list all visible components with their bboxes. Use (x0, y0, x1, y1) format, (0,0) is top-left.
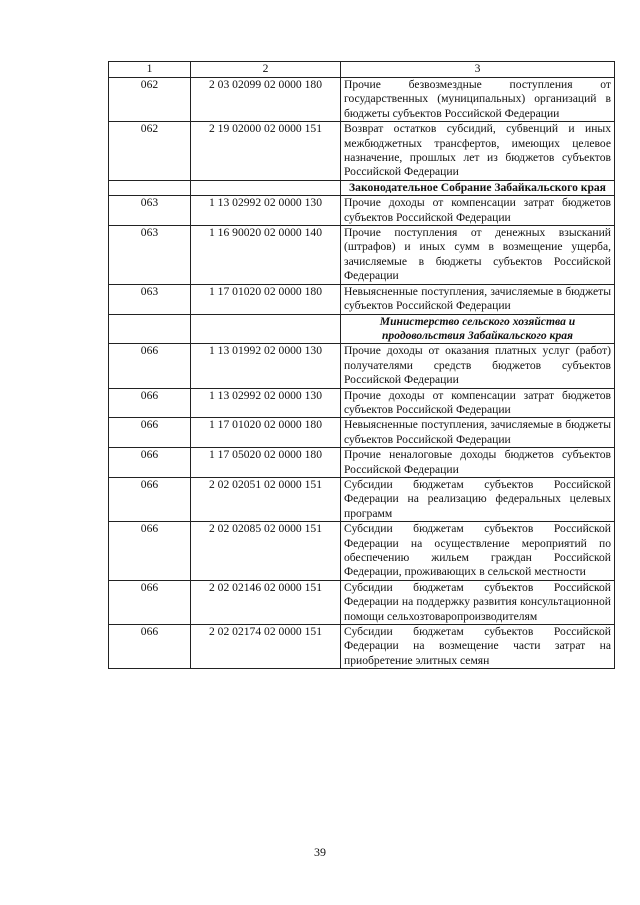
admin-code-cell: 063 (109, 226, 191, 285)
budget-classification-code-cell: 2 19 02000 02 0000 151 (191, 122, 341, 181)
section-header-row (109, 180, 615, 195)
revenue-description-cell: Субсидии бюджетам субъектов Российской Федерации на возмещение части затрат на приобретение элитных семян (341, 625, 615, 669)
table-row (109, 284, 615, 314)
table-row (109, 122, 615, 181)
admin-code-cell: 066 (109, 448, 191, 478)
section-title: Законодательное Собрание Забайкальского края (341, 180, 615, 195)
table-row (109, 522, 615, 581)
revenue-description-cell: Субсидии бюджетам субъектов Российской Федерации на реализацию федеральных целевых программ (341, 477, 615, 521)
budget-classification-code-cell: 1 13 02992 02 0000 130 (191, 388, 341, 418)
table-row (109, 78, 615, 122)
budget-classification-code-cell: 1 13 02992 02 0000 130 (191, 196, 341, 226)
column-header-2: 2 (191, 62, 341, 78)
table-row (109, 448, 615, 478)
section-title: Министерство сельского хозяйства и продовольствия Забайкальского края (341, 314, 615, 344)
budget-classification-code-cell: 1 16 90020 02 0000 140 (191, 226, 341, 285)
revenue-description-cell: Прочие поступления от денежных взысканий (штрафов) и иных сумм в возмещение ущерба, зачисляемые в бюджеты субъектов Российской Федерации (341, 226, 615, 285)
budget-classification-code-cell: 2 02 02174 02 0000 151 (191, 625, 341, 669)
admin-code-cell: 066 (109, 418, 191, 448)
budget-classification-code-cell: 2 02 02051 02 0000 151 (191, 477, 341, 521)
revenue-description-cell: Прочие доходы от компенсации затрат бюджетов субъектов Российской Федерации (341, 196, 615, 226)
empty-cell (191, 180, 341, 195)
empty-cell (109, 314, 191, 344)
admin-code-cell: 063 (109, 196, 191, 226)
table-header-row (109, 62, 615, 78)
admin-code-cell: 062 (109, 78, 191, 122)
admin-code-cell: 066 (109, 344, 191, 388)
table-row (109, 388, 615, 418)
table-row (109, 477, 615, 521)
table-row (109, 196, 615, 226)
budget-classification-code-cell: 1 17 01020 02 0000 180 (191, 284, 341, 314)
revenue-description-cell: Возврат остатков субсидий, субвенций и иных межбюджетных трансфертов, имеющих целевое назначение, прошлых лет из бюджетов субъектов Российской Федерации (341, 122, 615, 181)
revenue-description-cell: Прочие неналоговые доходы бюджетов субъектов Российской Федерации (341, 448, 615, 478)
section-header-row (109, 314, 615, 344)
revenue-description-cell: Невыясненные поступления, зачисляемые в бюджеты субъектов Российской Федерации (341, 284, 615, 314)
revenue-description-cell: Субсидии бюджетам субъектов Российской Федерации на осуществление мероприятий по обеспечению жильем граждан Российской Федерации, проживающих в сельской местности (341, 522, 615, 581)
revenue-description-cell: Субсидии бюджетам субъектов Российской Федерации на поддержку развития консультационной помощи сельхозтоваропроизводителям (341, 580, 615, 624)
admin-code-cell: 062 (109, 122, 191, 181)
revenue-codes-table (108, 61, 615, 669)
budget-classification-code-cell: 1 17 05020 02 0000 180 (191, 448, 341, 478)
budget-classification-code-cell: 1 13 01992 02 0000 130 (191, 344, 341, 388)
table-row (109, 344, 615, 388)
budget-classification-code-cell: 2 02 02146 02 0000 151 (191, 580, 341, 624)
admin-code-cell: 066 (109, 522, 191, 581)
table-row (109, 625, 615, 669)
table-body (109, 78, 615, 669)
admin-code-cell: 066 (109, 388, 191, 418)
revenue-description-cell: Прочие доходы от оказания платных услуг (работ) получателями средств бюджетов субъектов Российской Федерации (341, 344, 615, 388)
empty-cell (109, 180, 191, 195)
budget-classification-code-cell: 2 02 02085 02 0000 151 (191, 522, 341, 581)
empty-cell (191, 314, 341, 344)
budget-classification-code-cell: 1 17 01020 02 0000 180 (191, 418, 341, 448)
revenue-description-cell: Прочие безвозмездные поступления от государственных (муниципальных) организаций в бюджеты субъектов Российской Федерации (341, 78, 615, 122)
table-row (109, 418, 615, 448)
admin-code-cell: 066 (109, 625, 191, 669)
revenue-description-cell: Невыясненные поступления, зачисляемые в бюджеты субъектов Российской Федерации (341, 418, 615, 448)
budget-classification-code-cell: 2 03 02099 02 0000 180 (191, 78, 341, 122)
table-row (109, 226, 615, 285)
admin-code-cell: 066 (109, 580, 191, 624)
column-header-3: 3 (341, 62, 615, 78)
revenue-description-cell: Прочие доходы от компенсации затрат бюджетов субъектов Российской Федерации (341, 388, 615, 418)
admin-code-cell: 066 (109, 477, 191, 521)
column-header-1: 1 (109, 62, 191, 78)
table-row (109, 580, 615, 624)
admin-code-cell: 063 (109, 284, 191, 314)
page-number: 39 (314, 845, 326, 859)
